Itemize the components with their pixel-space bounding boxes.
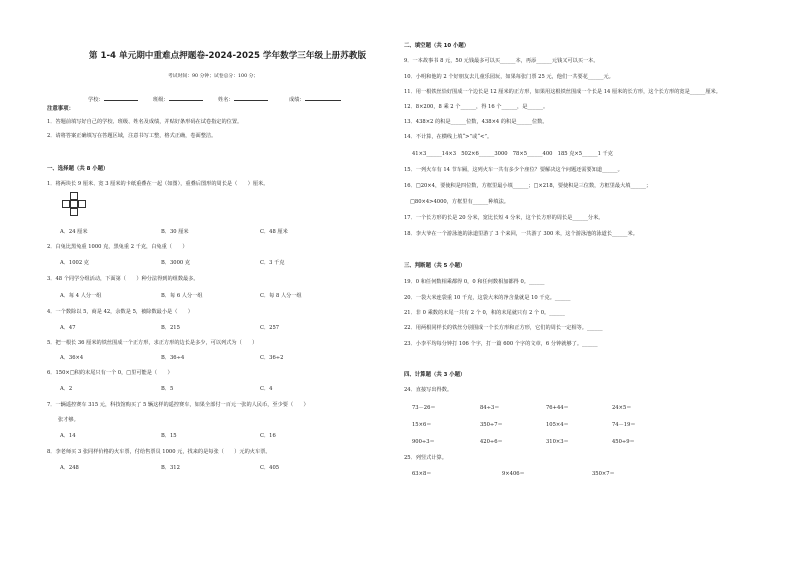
name-label: 姓名： [218,97,234,103]
q10: 10．小明和他的 2 个好朋友去儿童乐园玩，如果每张门票 25 元，他们一共要花______元。 [404,74,614,80]
oral-calc: 73－26＝ [412,405,436,411]
school-field[interactable] [88,94,138,104]
q6-option-b[interactable]: B．5 [161,386,174,392]
q20: 20．一袋大米连袋重 10 千克，这袋大米的净含量就是 10 千克。______ [404,295,571,301]
q23: 23．小李平均每分钟打 106 个字，打一篇 600 个字的文章，6 分钟就够了。______ [404,341,598,347]
class-label: 班级： [153,97,169,103]
q19: 19．0 和任何数相乘都得 0，0 和任何数相加都得 0。______ [404,279,545,285]
q24: 24．直接写出得数。 [404,387,453,393]
q6-option-a[interactable]: A．2 [60,386,73,392]
oral-calc: 900÷3＝ [412,439,435,445]
q22: 22．用两根同样长的铁丝分别围成一个长方形和正方形，它们的周长一定相等。______ [404,325,603,331]
q6-option-c[interactable]: C．4 [260,386,273,392]
notice-title: 注意事项： [47,106,74,112]
q17: 17．一个长方形的长是 20 分米，宽比长短 4 分米，这个长方形的周长是______分米。 [404,215,604,221]
q8-stem: 8．李老师买 3 张同样价格的火车票，付给售票员 1000 元，找来的是每张（ ）元的火车票。 [47,449,271,455]
score-label: 成绩： [289,97,305,103]
oral-calc: 15×6＝ [412,422,432,428]
q2-stem: 2．白兔比黑兔重 1000 克，黑兔重 2 千克，白兔重（ ） [47,244,188,250]
q21: 21．非 0 乘数的末尾一共有 2 个 0，积的末尾就只有 2 个 0。______ [404,310,565,316]
q2-option-b[interactable]: B．3000 克 [161,260,191,266]
q3-option-b[interactable]: B．每 6 人分一组 [161,293,203,299]
section4-title: 四、计算题（共 3 小题） [404,372,466,378]
q8-option-a[interactable]: A．248 [60,465,79,471]
q8-option-b[interactable]: B．312 [161,465,180,471]
q3-option-a[interactable]: A．每 4 人分一组 [60,293,102,299]
name-field[interactable] [218,94,268,104]
section2-title: 二、填空题（共 10 小题） [404,43,470,49]
oral-calc: 76+44＝ [546,405,569,411]
notice-2: 2．请将答案正确填写在答题区域，注意书写工整，格式正确，卷面整洁。 [47,133,217,139]
q4-option-b[interactable]: B．215 [161,325,180,331]
written-calc: 350×7＝ [592,471,615,477]
q4-option-c[interactable]: C．257 [260,325,280,331]
q7-option-a[interactable]: A．14 [60,433,76,439]
q2-option-a[interactable]: A．1002 克 [60,260,89,266]
q5-option-b[interactable]: B．36÷4 [161,355,185,361]
exam-info: 考试时间：90 分钟；试卷总分：100 分； [168,74,259,79]
written-calc: 63×8＝ [412,471,432,477]
q25: 25．列竖式计算。 [404,455,447,461]
oral-calc: 74－19＝ [612,422,636,428]
school-label: 学校： [88,97,104,103]
q2-option-c[interactable]: C．3 千克 [260,260,285,266]
q3-option-c[interactable]: C．每 8 人分一组 [260,293,302,299]
q1-stem: 1．将两块长 9 厘米、宽 3 厘米的卡纸重叠在一起（如图），重叠后图形的周长是（ ）厘米。 [47,181,269,187]
q9: 9．一本故事书 8 元，50 元钱最多可以买______本，再添______元钱又可以买一本。 [404,58,599,64]
score-field[interactable] [289,94,341,104]
q1-option-b[interactable]: B．30 厘米 [161,229,189,235]
q14: 14．不计算，在横线上填“>”或“<”。 [404,134,493,140]
oral-calc: 350÷7＝ [480,422,503,428]
class-field[interactable] [153,94,203,104]
q5-option-c[interactable]: C．36÷2 [260,355,284,361]
oral-calc: 24×5＝ [612,405,632,411]
oral-calc: 310×3＝ [546,439,569,445]
q5-option-a[interactable]: A．36×4 [60,355,84,361]
section1-title: 一、选择题（共 8 小题） [47,166,109,172]
q1-option-c[interactable]: C．48 厘米 [260,229,288,235]
q7-stem-continued: 张才够。 [58,417,79,423]
q11: 11．用一根铁丝恰好围成一个边长是 12 厘米的正方形，如果用这根铁丝围成一个长是 14 厘米的长方形，这个长方形的宽是______厘米。 [404,89,721,95]
q14-comparisons: 41×3______14×3 502×6______3000 78×5______400 185 克×5______1 千克 [412,151,613,157]
q12: 12．8×200，8 乘 2 个______，得 16 个______，是______。 [404,104,549,110]
oral-calc: 450÷9＝ [612,439,635,445]
section3-title: 三、判断题（共 5 小题） [404,263,466,269]
q7-option-c[interactable]: C．16 [260,433,276,439]
q1-option-a[interactable]: A．24 厘米 [60,229,88,235]
q4-stem: 4．一个数除以 5，商是 42，余数是 5，被除数最小是（ ） [47,309,193,315]
q7-stem: 7．一辆遥控赛车 315 元，科技馆购买了 5 辆这样的遥控赛车，如果全部付一百元一张的人民币，至少要（ ） [47,402,309,408]
oral-calc: 84÷3＝ [480,405,500,411]
q13: 13．438×2 的积是______位数，438×4 的积是______位数。 [404,119,548,125]
q15: 15．一列火车有 14 节车厢，这列火车一共有多少个座位？要解决这个问题还需要知道______。 [404,167,623,173]
q16-continued: □80×4>4000，方框里有______种填法。 [410,199,509,205]
q5-stem: 5．把一根长 36 厘米的铁丝围成一个正方形，求正方形的边长是多少，可以列式为（ ） [47,340,258,346]
exam-title: 第 1-4 单元期中重难点押题卷-2024-2025 学年数学三年级上册苏教版 [88,51,367,61]
q6-stem: 6．150×□积的末尾只有一个 0，□里可能是（ ） [47,370,173,376]
q7-option-b[interactable]: B．15 [161,433,177,439]
q16: 16．□20×4，要使积是四位数，方框里最小填______；□×218，要使积是三位数，方框里最大填______； [404,183,652,189]
q18: 18．李大爷在一个游泳池的泳道里游了 3 个来回，一共游了 300 米，这个游泳池的泳道长______米。 [404,231,638,237]
notice-1: 1．答题前填写好自己的学校、班级、姓名及成绩，并贴好条形码在试卷指定的位置。 [47,119,243,125]
q3-stem: 3．48 个同学分组活动，下面第（ ）种分法得到的组数最多。 [47,276,199,282]
oral-calc: 105×4＝ [546,422,569,428]
q8-option-c[interactable]: C．405 [260,465,280,471]
written-calc: 9×406＝ [502,471,525,477]
q4-option-a[interactable]: A．47 [60,325,76,331]
oral-calc: 420÷6＝ [480,439,503,445]
